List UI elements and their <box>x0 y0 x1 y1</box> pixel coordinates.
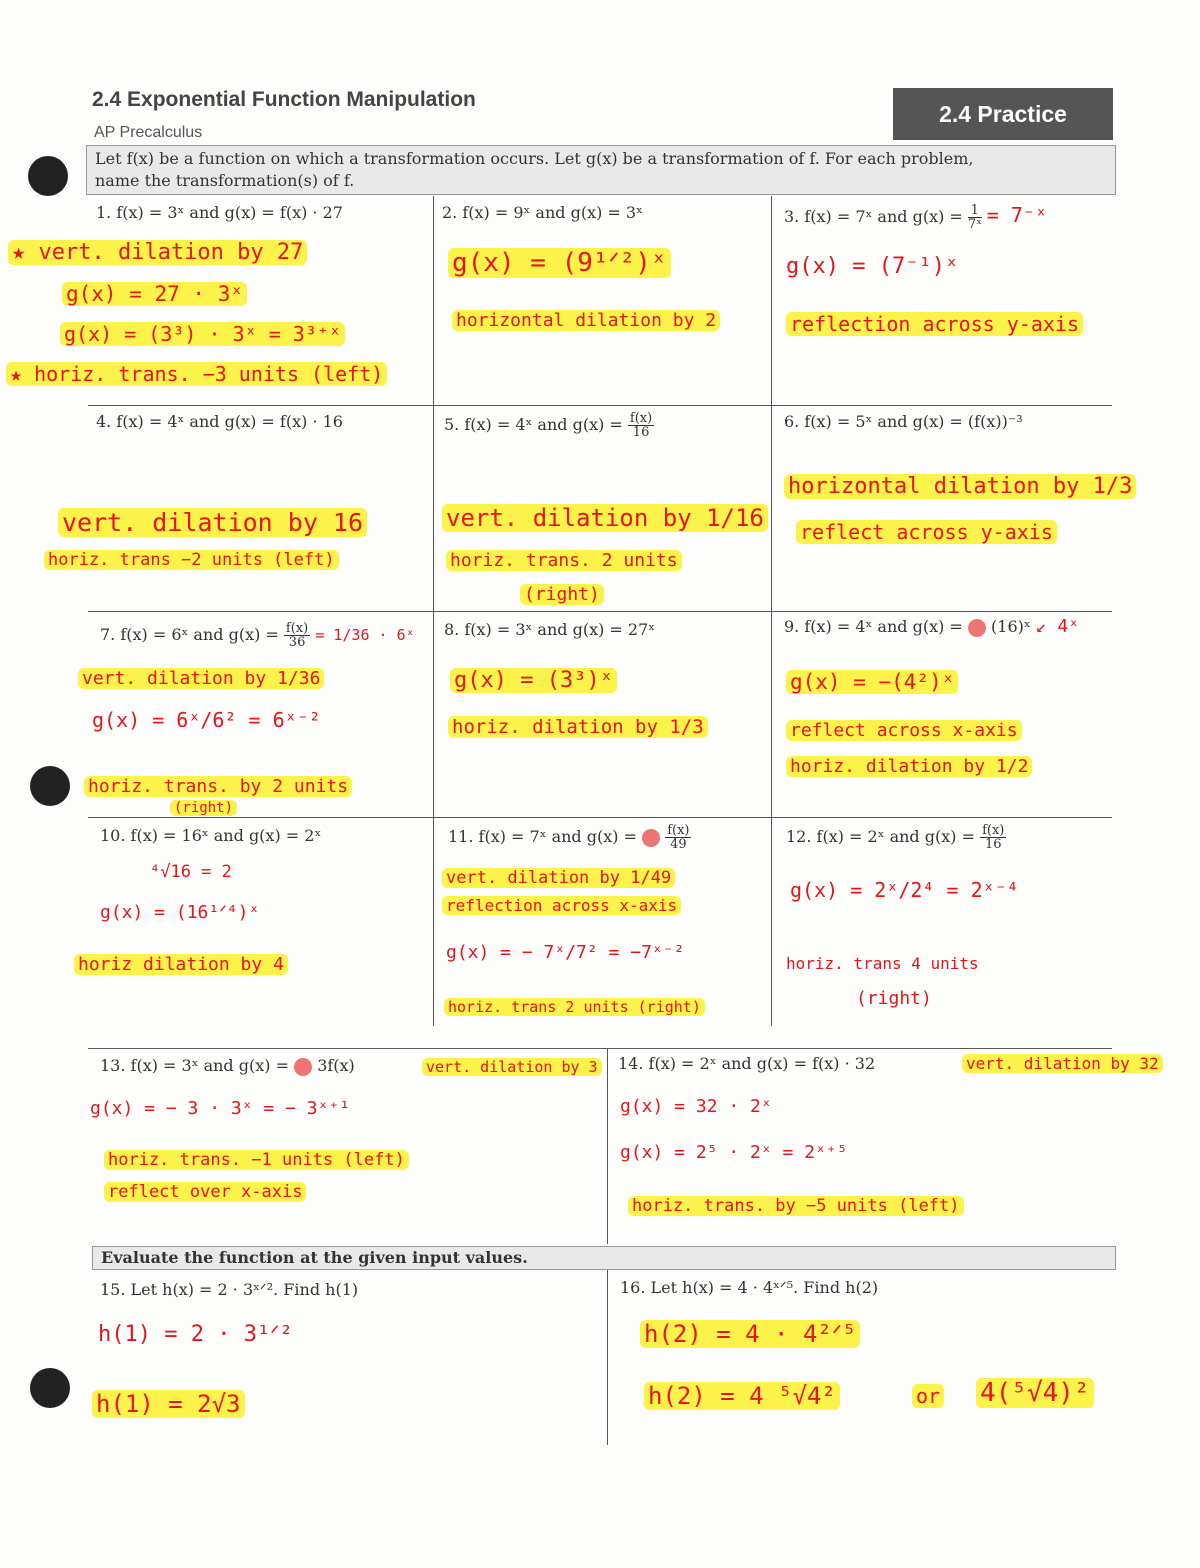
problem-13-answer-1: g(x) = − 3 · 3ˣ = − 3ˣ⁺¹ <box>90 1098 351 1119</box>
binder-hole-dot <box>30 766 70 806</box>
problem-9-answer-3: horiz. dilation by 1/2 <box>786 756 1032 777</box>
problem-12-question: 12. f(x) = 2ˣ and g(x) = <box>786 827 975 846</box>
problem-3-answer-0: = 7⁻ˣ <box>986 203 1048 227</box>
problem-7-question: 7. f(x) = 6ˣ and g(x) = <box>100 625 279 644</box>
problem-3-question: 3. f(x) = 7ˣ and g(x) = <box>784 207 963 226</box>
problem-11-denominator: 49 <box>670 837 687 852</box>
problem-14-answer-2: g(x) = 2⁵ · 2ˣ = 2ˣ⁺⁵ <box>620 1142 848 1163</box>
grid-line <box>607 1270 608 1445</box>
problem-6-answer-1: horizontal dilation by 1/3 <box>784 474 1136 499</box>
problem-5-answer-2: horiz. trans. 2 units <box>446 550 682 571</box>
problem-11-answer-3: g(x) = − 7ˣ/7² = −7ˣ⁻² <box>446 942 685 963</box>
problem-14-answer-0: vert. dilation by 32 <box>962 1054 1163 1073</box>
problem-1-answer-2: g(x) = 27 · 3ˣ <box>62 282 247 306</box>
problem-9-answer-1: g(x) = −(4²)ˣ <box>786 670 958 694</box>
problem-9-answer-0: ↙ 4ˣ <box>1035 616 1080 637</box>
grid-line <box>607 1048 608 1244</box>
problem-16-answer-2: h(2) = 4 ⁵√4² <box>644 1382 840 1410</box>
grid-line <box>88 1048 1112 1049</box>
problem-5-answer-3: (right) <box>520 584 604 605</box>
problem-1-answer-4: ★ horiz. trans. −3 units (left) <box>6 362 387 386</box>
problem-10-answer-1: ⁴√16 = 2 <box>150 862 232 882</box>
problem-3-answer-2: reflection across y-axis <box>786 312 1083 336</box>
problem-7-denominator: 36 <box>288 635 306 650</box>
problem-9-answer-2: reflect across x-axis <box>786 720 1022 741</box>
grid-line <box>88 611 1112 612</box>
problem-5-answer-1: vert. dilation by 1/16 <box>442 504 768 532</box>
problem-1-answer-1: ★ vert. dilation by 27 <box>8 240 307 265</box>
problem-6-answer-2: reflect across y-axis <box>796 520 1057 544</box>
problem-11-answer-4: horiz. trans 2 units (right) <box>444 998 705 1016</box>
problem-4-answer-1: vert. dilation by 16 <box>58 508 367 537</box>
problem-8-question: 8. f(x) = 3ˣ and g(x) = 27ˣ <box>444 620 656 639</box>
problem-9-question-rhs: (16)ˣ <box>991 617 1031 636</box>
problem-13-answer-2: horiz. trans. −1 units (left) <box>104 1150 409 1170</box>
problem-2-question: 2. f(x) = 9ˣ and g(x) = 3ˣ <box>442 203 643 222</box>
instructions-line-1: Let f(x) be a function on which a transformation occurs. Let g(x) be a transformation of f. For each problem, <box>95 149 974 168</box>
practice-badge: 2.4 Practice <box>893 88 1113 140</box>
problem-1-question: 1. f(x) = 3ˣ and g(x) = f(x) · 27 <box>96 203 343 222</box>
problem-13-answer-0: vert. dilation by 3 <box>422 1058 602 1076</box>
problem-12-numerator: f(x) <box>982 823 1005 838</box>
problem-7-answer-0: = 1/36 · 6ˣ <box>315 626 415 644</box>
problem-6-question: 6. f(x) = 5ˣ and g(x) = (f(x))⁻³ <box>784 412 1023 431</box>
problem-11-answer-1: vert. dilation by 1/49 <box>442 868 675 888</box>
problem-2-answer-1: g(x) = (9¹ᐟ²)ˣ <box>448 248 671 278</box>
problem-2-answer-2: horizontal dilation by 2 <box>452 310 720 331</box>
pink-correction-dot <box>642 829 660 847</box>
problem-5-question: 5. f(x) = 4ˣ and g(x) = <box>444 415 623 434</box>
problem-15-question: 15. Let h(x) = 2 · 3ˣᐟ². Find h(1) <box>100 1280 359 1299</box>
problem-16-answer-1: h(2) = 4 · 4²ᐟ⁵ <box>640 1320 860 1348</box>
problem-14-answer-1: g(x) = 32 · 2ˣ <box>620 1096 772 1117</box>
problem-10-answer-3: horiz dilation by 4 <box>74 954 288 975</box>
problem-15-answer-2: h(1) = 2√3 <box>92 1390 245 1418</box>
problem-15-answer-1: h(1) = 2 · 3¹ᐟ² <box>98 1322 293 1347</box>
problem-13-answer-3: reflect over x-axis <box>104 1182 306 1202</box>
problem-10-answer-2: g(x) = (16¹ᐟ⁴)ˣ <box>100 902 260 923</box>
grid-line <box>88 405 1112 406</box>
problem-16-answer-alt: 4(⁵√4)² <box>976 1378 1094 1408</box>
problem-11-answer-2: reflection across x-axis <box>442 896 681 915</box>
problem-7-answer-2: g(x) = 6ˣ/6² = 6ˣ⁻² <box>92 708 321 732</box>
problem-4-answer-2: horiz. trans −2 units (left) <box>44 550 339 570</box>
course-subtitle: AP Precalculus <box>94 124 203 141</box>
problem-12-denominator: 16 <box>984 837 1002 852</box>
pink-correction-dot <box>968 619 986 637</box>
problem-16-answer-or: or <box>912 1384 944 1408</box>
problem-12-answer-1: g(x) = 2ˣ/2⁴ = 2ˣ⁻⁴ <box>790 878 1019 902</box>
problem-13-question-rhs: 3f(x) <box>317 1056 355 1075</box>
problem-7-answer-4: (right) <box>170 800 237 816</box>
problem-10-question: 10. f(x) = 16ˣ and g(x) = 2ˣ <box>100 826 322 845</box>
problem-11-question: 11. f(x) = 7ˣ and g(x) = <box>448 827 637 846</box>
problem-4-question: 4. f(x) = 4ˣ and g(x) = f(x) · 16 <box>96 412 343 431</box>
problem-9-question: 9. f(x) = 4ˣ and g(x) = <box>784 617 963 636</box>
problem-7-answer-1: vert. dilation by 1/36 <box>78 668 324 689</box>
problem-14-question: 14. f(x) = 2ˣ and g(x) = f(x) · 32 <box>618 1054 876 1073</box>
problem-7-answer-3: horiz. trans. by 2 units <box>84 776 352 797</box>
problem-3-answer-1: g(x) = (7⁻¹)ˣ <box>786 254 959 279</box>
problem-12-answer-3: (right) <box>856 988 932 1009</box>
evaluate-instruction: Evaluate the function at the given input values. <box>92 1246 1116 1270</box>
problem-8-answer-1: g(x) = (3³)ˣ <box>450 668 617 693</box>
pink-correction-dot <box>294 1058 312 1076</box>
instructions-line-2: name the transformation(s) of f. <box>95 171 355 190</box>
problem-1-answer-3: g(x) = (3³) · 3ˣ = 3³⁺ˣ <box>60 322 345 346</box>
problem-5-numerator: f(x) <box>629 411 653 426</box>
problem-5-denominator: 16 <box>632 425 650 440</box>
problem-3-numerator: 1 <box>968 204 982 218</box>
binder-hole-dot <box>28 156 68 196</box>
problem-14-answer-3: horiz. trans. by −5 units (left) <box>628 1196 964 1216</box>
problem-11-numerator: f(x) <box>667 823 690 838</box>
grid-line <box>88 817 1112 818</box>
problem-3-denominator: 7ˣ <box>967 217 982 232</box>
problem-8-answer-2: horiz. dilation by 1/3 <box>448 716 708 738</box>
problem-12-answer-2: horiz. trans 4 units <box>786 954 979 973</box>
problem-16-question: 16. Let h(x) = 4 · 4ˣᐟ⁵. Find h(2) <box>620 1278 879 1297</box>
page-title: 2.4 Exponential Function Manipulation <box>92 88 476 111</box>
binder-hole-dot <box>30 1368 70 1408</box>
problem-13-question: 13. f(x) = 3ˣ and g(x) = <box>100 1056 289 1075</box>
problem-7-numerator: f(x) <box>285 621 309 636</box>
instructions-box <box>86 145 1116 195</box>
